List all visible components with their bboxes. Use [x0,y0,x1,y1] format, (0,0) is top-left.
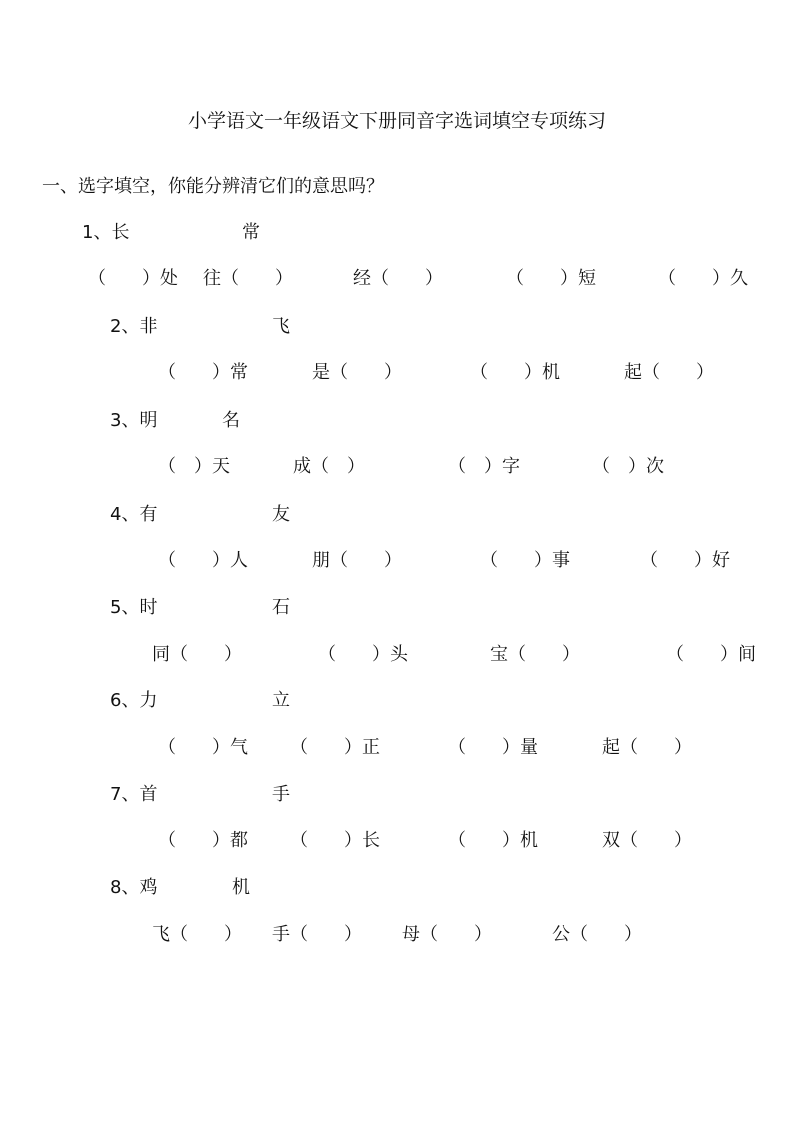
fill-blank-item[interactable]: 朋（ ） [312,550,402,571]
group-7-pair-char: 手 [272,784,290,805]
fill-blank-item[interactable]: （ ）事 [480,550,570,571]
fill-blank-item[interactable]: 手（ ） [272,924,362,945]
fill-blank-item[interactable]: 成（ ） [293,456,365,477]
fill-blank-item[interactable]: （ ）天 [158,456,230,477]
fill-blank-item[interactable]: （ ）机 [470,362,560,383]
fill-blank-item[interactable]: （ ）短 [506,268,596,289]
fill-blank-item[interactable]: 起（ ） [624,362,714,383]
fill-blank-item[interactable]: 经（ ） [353,268,443,289]
group-2-heading: 2、非 [110,316,158,337]
fill-blank-item[interactable]: （ ）久 [658,268,748,289]
group-8-heading: 8、鸡 [110,877,158,898]
fill-blank-item[interactable]: （ ）人 [158,550,248,571]
worksheet-title: 小学语文一年级语文下册同音字选词填空专项练习 [188,110,607,132]
fill-blank-item[interactable]: （ ）处 [88,268,178,289]
group-3-heading: 3、明 [110,410,158,431]
fill-blank-item[interactable]: （ ）机 [448,830,538,851]
group-8-pair-char: 机 [232,877,250,898]
fill-blank-item[interactable]: （ ）好 [640,550,730,571]
group-5-heading: 5、时 [110,597,158,618]
group-7-heading: 7、首 [110,784,158,805]
group-3-pair-char: 名 [222,410,240,431]
fill-blank-item[interactable]: （ ）字 [448,456,520,477]
fill-blank-item[interactable]: 往（ ） [203,268,293,289]
fill-blank-item[interactable]: （ ）气 [158,737,248,758]
fill-blank-item[interactable]: （ ）次 [592,456,664,477]
fill-blank-item[interactable]: （ ）都 [158,830,248,851]
fill-blank-item[interactable]: 宝（ ） [490,644,580,665]
fill-blank-item[interactable]: 飞（ ） [152,924,242,945]
group-1-pair-char: 常 [242,222,260,243]
fill-blank-item[interactable]: 起（ ） [602,737,692,758]
group-4-pair-char: 友 [272,504,290,525]
fill-blank-item[interactable]: 同（ ） [152,644,242,665]
fill-blank-item[interactable]: 是（ ） [312,362,402,383]
fill-blank-item[interactable]: （ ）常 [158,362,248,383]
fill-blank-item[interactable]: （ ）头 [318,644,408,665]
group-1-heading: 1、长 [82,222,130,243]
fill-blank-item[interactable]: （ ）长 [290,830,380,851]
fill-blank-item[interactable]: （ ）量 [448,737,538,758]
fill-blank-item[interactable]: 公（ ） [552,924,642,945]
group-6-heading: 6、力 [110,690,158,711]
group-5-pair-char: 石 [272,597,290,618]
group-4-heading: 4、有 [110,504,158,525]
fill-blank-item[interactable]: （ ）间 [666,644,756,665]
fill-blank-item[interactable]: 双（ ） [602,830,692,851]
fill-blank-item[interactable]: （ ）正 [290,737,380,758]
section-heading: 一、选字填空，你能分辨清它们的意思吗？ [42,176,384,197]
group-6-pair-char: 立 [272,690,290,711]
group-2-pair-char: 飞 [272,316,290,337]
fill-blank-item[interactable]: 母（ ） [402,924,492,945]
